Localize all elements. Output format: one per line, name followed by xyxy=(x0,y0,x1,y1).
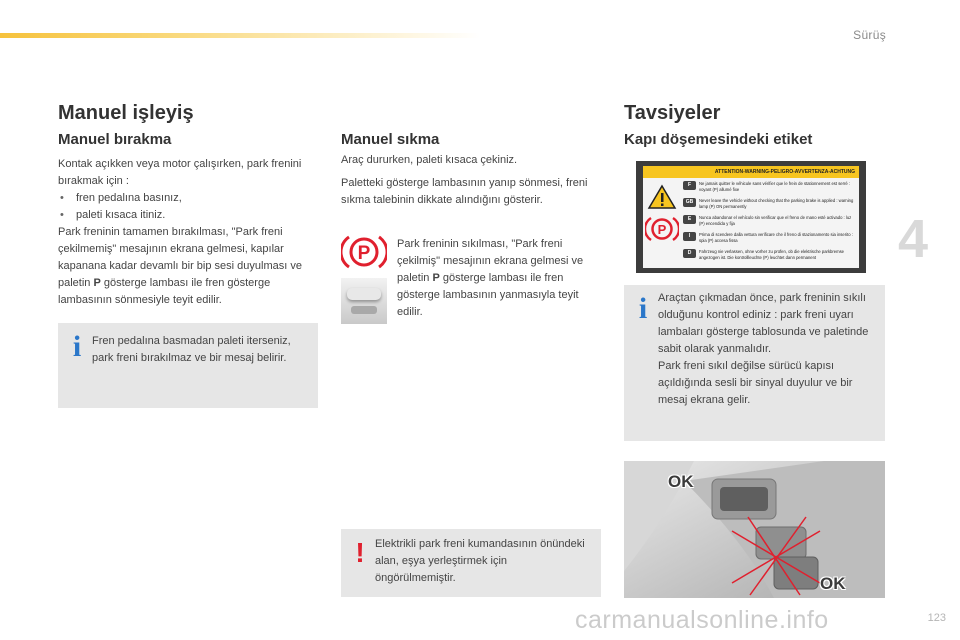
apply-p1: Araç dururken, paleti kısaca çekiniz. xyxy=(341,154,518,166)
warning-text: Elektrikli park freni kumandasının önündeki alan, eşya yerleştirmek için öngörülmemiştir. xyxy=(375,538,585,584)
ok-label-top: OK xyxy=(668,472,694,491)
page-number: 123 xyxy=(927,612,946,624)
svg-text:P: P xyxy=(657,222,667,237)
left-title: Manuel işleyiş xyxy=(58,102,194,124)
apply-p2: Paletteki gösterge lambasının yanıp sönmesi, freni sıkma talebinin dikkate alındığını gösterir. xyxy=(341,177,588,206)
label-row xyxy=(683,249,855,266)
apply-text xyxy=(341,152,603,209)
label-row-text: Ne jamais quitter le véhicule sans vérifier que le frein de stationnement est serré : voyant (P) allumé fixe xyxy=(699,181,851,192)
door-label-sticker xyxy=(643,166,859,268)
tips-p2: Park freni sıkıl değilse sürücü kapısı açıldığında sesli bir sinyal duyulur ve bir mesaj ekrana gelir. xyxy=(658,360,853,406)
label-heading: Kapı döşemesindeki etiket xyxy=(624,131,813,148)
label-row-code: D xyxy=(683,249,696,258)
warning-box xyxy=(341,529,601,597)
label-parking-brake-icon xyxy=(645,214,679,244)
warning-triangle-icon xyxy=(647,184,677,210)
label-row-code: GB xyxy=(683,198,696,207)
label-rows xyxy=(683,181,855,266)
info-text-release: Fren pedalına basmadan paleti iterseniz, park freni bırakılmaz ve bir mesaj belirir. xyxy=(92,335,291,364)
info-icon: i xyxy=(638,292,648,325)
info-box-tips xyxy=(624,285,885,441)
label-row xyxy=(683,215,855,232)
info-box-release xyxy=(58,323,318,408)
warning-icon: ! xyxy=(355,537,365,568)
section-label: Sürüş xyxy=(853,28,886,42)
label-row-code: I xyxy=(683,232,696,241)
right-title: Tavsiyeler xyxy=(624,102,721,124)
release-intro: Kontak açıkken veya motor çalışırken, park frenini bırakmak için : xyxy=(58,158,302,187)
label-row xyxy=(683,232,855,249)
brake-switch-photo xyxy=(341,278,387,324)
parking-brake-icon xyxy=(341,232,387,272)
release-step-1: • fren pedalına basınız, xyxy=(58,190,320,207)
label-row-text: Prima di scendere dalla vettura verificare che il freno di stazionamento sia inserito : spia (P) accesa fissa xyxy=(699,232,853,243)
label-row xyxy=(683,198,855,215)
label-row-text: Fahrzeug nie verlassen, ohne vorher zu prüfen, ob die elektrische parkbremse angezogen ist. Die kontrollleuchte (P) leuchtet dann permanent xyxy=(699,249,845,260)
door-label-photo xyxy=(636,161,866,273)
ok-label-bottom: OK xyxy=(820,574,846,593)
label-banner-text: ATTENTION-WARNING-PELIGRO-AVVERTENZA-ACHTUNG xyxy=(714,169,855,175)
label-row-code: E xyxy=(683,215,696,224)
label-banner xyxy=(643,166,859,178)
chapter-number: 4 xyxy=(898,209,929,269)
apply-heading: Manuel sıkma xyxy=(341,131,440,148)
release-heading: Manuel bırakma xyxy=(58,131,172,148)
label-row-code: F xyxy=(683,181,696,190)
label-row xyxy=(683,181,855,198)
release-text xyxy=(58,156,320,309)
tips-p1: Araçtan çıkmadan önce, park freninin sıkılı olduğunu kontrol ediniz : park freni uyarı lambaları gösterge tablosunda ve paletinde sabit olarak yanmalıdır. xyxy=(658,292,869,355)
label-row-text: Nunca abandonar el vehículo sin verificar que el freno de mano esté activado : luz (P) encendida y fija xyxy=(699,215,852,226)
release-result: Park freninin tamamen bırakılması, "Park freni çekilmemiş" mesajının ekrana gelmesi, kapılar kapanana kadar devamlı bir bip sesi duyulması ve paletin P gösterge lambası ile fren gösterge lambasının sönmesiyle teyit edilir. xyxy=(58,226,302,306)
release-step-2: • paleti kısaca itiniz. xyxy=(58,207,320,224)
console-photo xyxy=(624,461,885,598)
header-accent-bar xyxy=(0,33,480,38)
info-icon: i xyxy=(72,330,82,363)
watermark: carmanualsonline.info xyxy=(575,606,829,634)
apply-result: Park freninin sıkılması, "Park freni çekilmiş" mesajının ekrana gelmesi ve paletin P gösterge lambası ile fren gösterge lambasının yanmasıyla teyit edilir. xyxy=(397,238,584,318)
info-text-tips xyxy=(658,290,880,409)
parking-brake-letter: P xyxy=(357,243,371,264)
label-row-text: Never leave the vehicle without checking that the parking brake is applied : warning lamp (P) ON permanently xyxy=(699,198,854,209)
